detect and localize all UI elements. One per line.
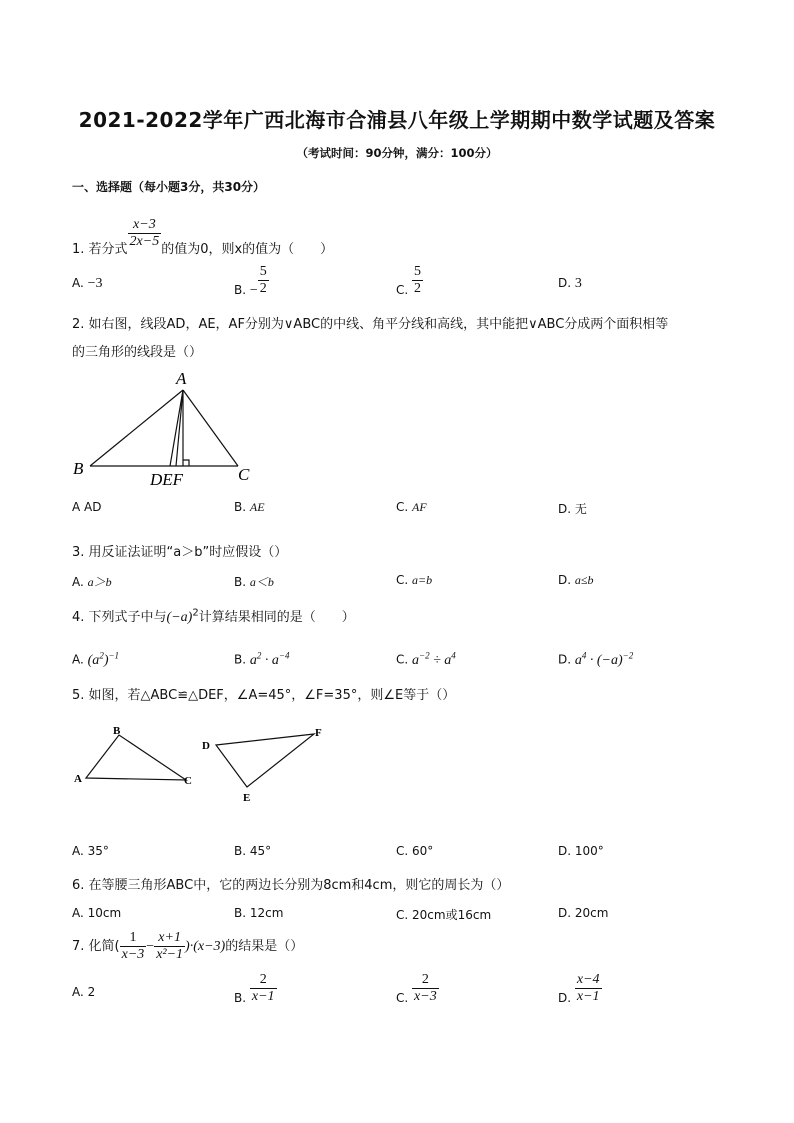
q2-option-d: D. 无: [558, 502, 587, 516]
q6-option-b: B. 12cm: [234, 906, 284, 920]
q1-option-a: A. −3: [72, 276, 103, 291]
q1-suffix: 的值为0，则x的值为（ ）: [161, 242, 334, 257]
q7-option-a: A. 2: [72, 985, 96, 999]
label-def: DEF: [150, 470, 184, 489]
label-c: C: [184, 775, 192, 787]
q1-prefix: 1. 若分式: [72, 242, 128, 257]
q5-option-a: A. 35°: [72, 844, 109, 858]
q4-option-b: B. $a^2 \cdot a^{-4}$: [234, 650, 290, 668]
q1-frac-den: 2x−5: [129, 234, 160, 249]
q1-option-d: D. 3: [558, 276, 582, 291]
q1-fraction: [128, 217, 162, 250]
q2-option-b: B. AE: [234, 500, 265, 514]
label-e: E: [243, 792, 251, 804]
q3-option-b: B. a＜b: [234, 575, 274, 589]
q6-option-d: D. 20cm: [558, 906, 609, 920]
question-1: [72, 211, 334, 257]
q3-option-a: A. a＞b: [72, 575, 112, 589]
exam-info: （考试时间：90分钟，满分：100分）: [296, 146, 498, 160]
question-2-line2: 的三角形的线段是（）: [72, 345, 203, 360]
label-c: C: [238, 465, 250, 484]
q4-option-a: A. $(a^2)^{-1}$: [72, 650, 120, 668]
label-b: B: [73, 459, 84, 478]
question-6: 6. 在等腰三角形ABC中，它的两边长分别为8cm和4cm，则它的周长为（）: [72, 878, 510, 893]
q2-triangle-figure: [70, 368, 270, 490]
q7-option-c: C. $\frac{2}{x-3}$: [396, 972, 437, 1005]
question-5: 5. 如图，若△ABC≌△DEF，∠A=45°，∠F=35°，则∠E等于（）: [72, 688, 456, 703]
label-a: A: [74, 773, 82, 785]
triangle-def: [216, 734, 314, 787]
label-b: B: [113, 725, 121, 737]
question-3: 3. 用反证法证明“a＞b”时应假设（）: [72, 545, 288, 560]
q6-option-a: A. 10cm: [72, 906, 122, 920]
side-ac: [183, 390, 238, 466]
section-heading: 一、选择题（每小题3分，共30分）: [72, 180, 266, 194]
q7-option-d: D. $\frac{x-4}{x-1}$: [558, 972, 600, 1005]
question-7: 7. 化简( $\frac{1}{x-3}$ − $\frac{x+1}{\text{x²−1}}$ )·(x−3)的结果是（）: [72, 930, 304, 962]
triangle-abc: [86, 735, 186, 780]
q3-option-c: C. a=b: [396, 573, 433, 587]
label-d: D: [202, 740, 210, 752]
q4-expression: (−a): [166, 610, 193, 625]
q4-option-c: C. $a^{-2} \div a^4$: [396, 650, 456, 668]
q1-option-c: C. $\frac{5}{2}$: [396, 264, 422, 297]
q2-option-a: A AD: [72, 500, 102, 514]
q7-option-b: B. $\frac{2}{x-1}$: [234, 972, 275, 1005]
label-f: F: [315, 727, 322, 739]
question-2-line1: 2. 如右图，线段AD，AE，AF分别为∨ABC的中线、角平分线和高线，其中能把∨ABC分成两个面积相等: [72, 317, 669, 332]
q2-option-c: C. AF: [396, 500, 427, 514]
label-a: A: [176, 369, 187, 388]
side-ab: [90, 390, 183, 466]
page-title: 2021-2022学年广西北海市合浦县八年级上学期期中数学试题及答案: [78, 108, 716, 132]
q3-option-d: D. a≤b: [558, 573, 594, 587]
q4-option-d: D. $a^4 \cdot (-a)^{-2}$: [558, 650, 634, 668]
q5-option-c: C. 60°: [396, 844, 434, 858]
right-angle-mark: [183, 460, 189, 466]
q5-triangles-figure: [66, 718, 346, 810]
q1-option-b: B. − $\frac{5}{2}$: [234, 264, 267, 298]
question-4: 4. 下列式子中与$(-a)^2$计算结果相同的是（ ）: [72, 607, 355, 625]
q1-frac-num: x−3: [128, 217, 162, 234]
q5-option-b: B. 45°: [234, 844, 272, 858]
q6-option-c: C. 20cm或16cm: [396, 908, 492, 922]
q5-option-d: D. 100°: [558, 844, 604, 858]
